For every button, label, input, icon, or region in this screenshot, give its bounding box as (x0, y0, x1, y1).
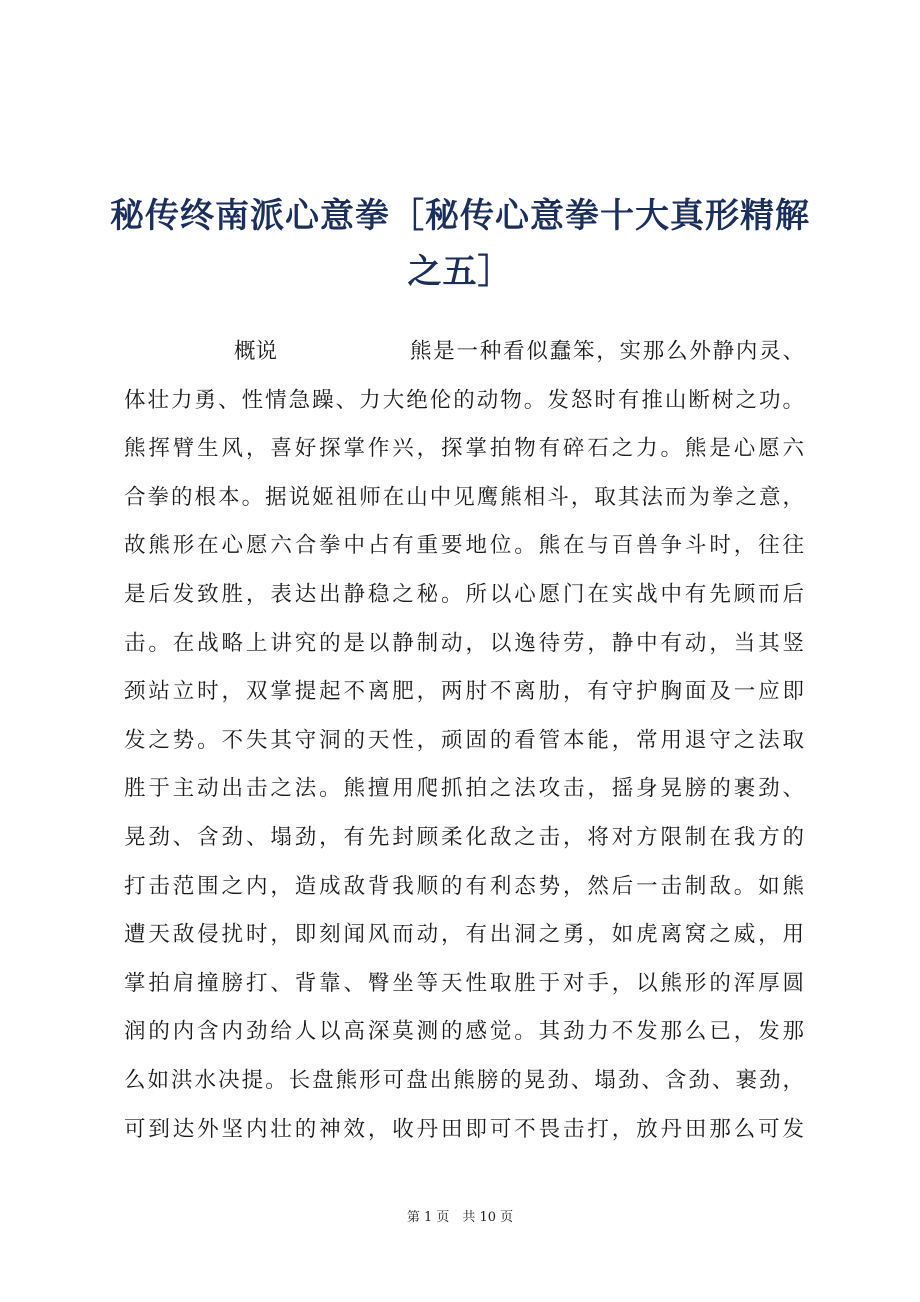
body-line: 颈站立时，双掌提起不离肥，两肘不离肋，有守护胸面及一应即 (124, 679, 804, 705)
title-line-2: 之五］ (407, 252, 513, 292)
body-line: 润的内含内劲给人以高深莫测的感觉。其劲力不发那么已，发那 (124, 1019, 804, 1045)
body-line: 遭天敌侵扰时，即刻闻风而动，有出洞之勇，如虎离窝之威，用 (124, 922, 804, 948)
body-line: 么如洪水决提。长盘熊形可盘出熊膀的晃劲、塌劲、含劲、裹劲， (124, 1067, 804, 1093)
body-line: 故熊形在心愿六合拳中占有重要地位。熊在与百兽争斗时，往往 (124, 533, 804, 559)
body-text (124, 328, 804, 1154)
body-line: 体壮力勇、性情急躁、力大绝伦的动物。发怒时有推山断树之功。 (124, 387, 804, 413)
body-line: 可到达外坚内壮的神效，收丹田即可不畏击打，放丹田那么可发 (124, 1116, 804, 1142)
section-heading: 概说 (234, 339, 278, 364)
body-line: 发之势。不失其守洞的天性，顽固的看管本能，常用退守之法取 (124, 727, 804, 753)
body-line: 合拳的根本。据说姬祖师在山中见鹰熊相斗，取其法而为拳之意， (124, 484, 804, 510)
body-line: 熊挥臂生风，喜好探掌作兴，探掌拍物有碎石之力。熊是心愿六 (124, 436, 804, 462)
body-line: 掌拍肩撞膀打、背靠、臀坐等天性取胜于对手，以熊形的浑厚圆 (124, 970, 804, 996)
title-line-1: 秘传终南派心意拳［秘传心意拳十大真形精解 (110, 196, 810, 236)
document-title (100, 188, 820, 300)
body-line: 是后发致胜，表达出静稳之秘。所以心愿门在实战中有先顾而后 (124, 581, 804, 607)
body-line: 熊是一种看似蠢笨，实那么外静内灵、 (410, 339, 804, 364)
body-line: 晃劲、含劲、塌劲，有先封顾柔化敌之击，将对方限制在我方的 (124, 824, 804, 850)
page-footer: 第 1 页 共 10 页 (406, 1210, 514, 1225)
first-line (124, 328, 804, 377)
body-line: 胜于主动出击之法。熊擅用爬抓拍之法攻击，摇身晃膀的裹劲、 (124, 776, 804, 802)
body-line: 击。在战略上讲究的是以静制动，以逸待劳，静中有动，当其竖 (124, 630, 804, 656)
body-line: 打击范围之内，造成敌背我顺的有利态势，然后一击制敌。如熊 (124, 873, 804, 899)
